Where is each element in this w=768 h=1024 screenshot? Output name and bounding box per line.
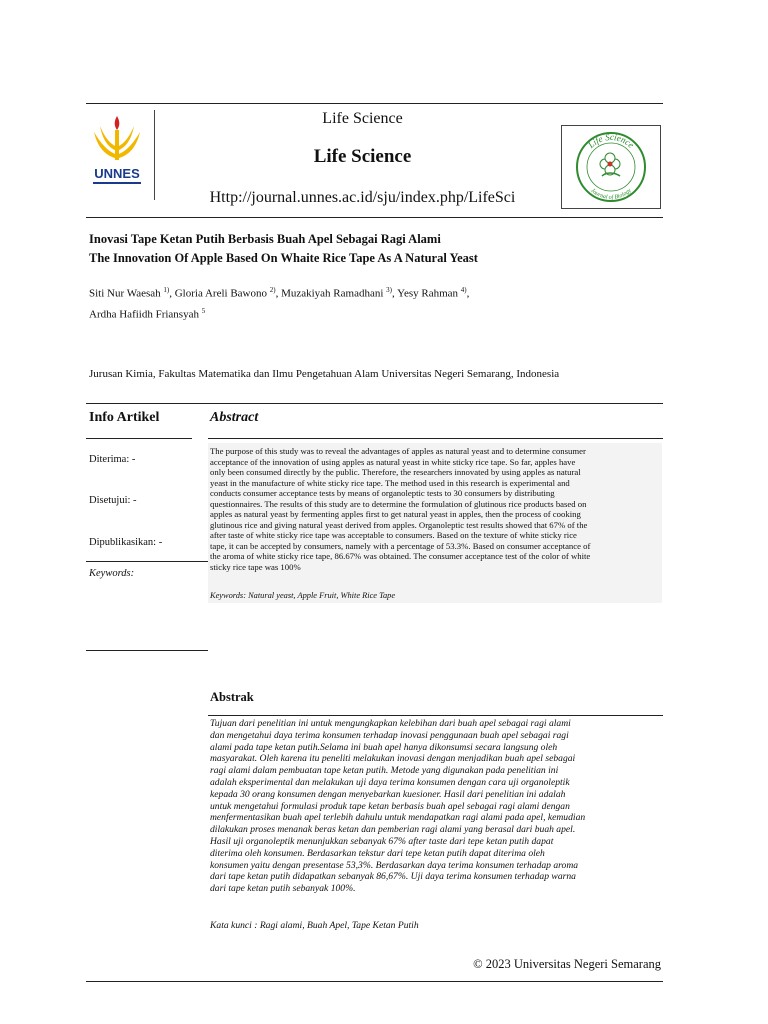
svg-text:Life Science — [585, 132, 636, 151]
abstrak-divider — [208, 715, 663, 716]
author-name: Muzakiyah Ramadhani — [281, 287, 387, 300]
keywords-divider — [86, 561, 208, 562]
abstract-line: glutinous rice and giving natural yeast derived from apples. Organoleptic test results showed that 67% of the — [210, 519, 588, 530]
abstrak-line: dari tape ketan putih sebanyak 100%. — [210, 883, 356, 895]
abstrak-line: diterima oleh konsumen. Berdasarkan tekstur dari tepe ketan putih dapat diterima oleh — [210, 847, 545, 859]
author-sup: 4) — [460, 286, 467, 294]
author-sup: 3) — [386, 286, 393, 294]
abstrak-line: menfermentasikan buah apel terlebih dahulu untuk mendapatkan ragi alami pada apel, kemudian — [210, 812, 586, 824]
abstrak-line: dari tape ketan putih didapatkan sebanyak 86,67%. Uji daya terima konsumen terhadap warna — [210, 871, 576, 883]
abstrak-line: konsumen yaitu dengan presentase 53,3%. Berdasarkan daya terima konsumen terhadap aroma — [210, 859, 579, 871]
article-title-en: The Innovation Of Apple Based On Whaite Rice Tape As A Natural Yeast — [89, 251, 478, 265]
author-name: Gloria Areli Bawono — [174, 287, 270, 300]
abstract-line: apples as natural yeast by fermenting apples first to get natural yeast in apples, then the process of cooking — [210, 509, 581, 519]
abstract-line: the aroma of white sticky rice tape, 86.67% was obtained. The consumer acceptance test of the color of white — [210, 551, 591, 561]
journal-name-small: Life Science — [322, 110, 403, 127]
journal-url[interactable]: Http://journal.unnes.ac.id/sju/index.php/LifeSci — [209, 189, 516, 206]
article-title-id: Inovasi Tape Ketan Putih Berbasis Buah Apel Sebagai Ragi Alami — [89, 232, 441, 246]
author-sup: 2) — [269, 286, 276, 294]
abstract-line: sticky rice tape was 100% — [210, 561, 301, 572]
abstrak-keywords: Kata kunci : Ragi alami, Buah Apel, Tape Ketan Putih — [210, 920, 419, 931]
abstrak-line: ragi alami dalam pembuatan tape ketan putih. Metode yang digunakan pada penelitian ini — [210, 765, 559, 777]
received-label: Diterima: - — [89, 454, 136, 465]
abstrak-heading: Abstrak — [210, 690, 254, 704]
abstract-body — [210, 446, 660, 572]
abstrak-line: Tujuan dari penelitian ini untuk mengungkapkan kelebihan dari buah apel sebagai ragi alami — [210, 718, 571, 729]
left-column-end-rule — [86, 650, 208, 651]
author-sup: 5 — [201, 306, 206, 315]
unnes-logo-text: UNNES — [94, 166, 140, 181]
life-science-seal-icon — [562, 126, 660, 208]
unnes-logo — [86, 110, 155, 200]
header-top-rule — [86, 103, 663, 104]
abstract-line: yeast in the manufacture of white sticky rice tape. The method used in this research is experimental and — [210, 477, 570, 488]
abstrak-line: dan mengetahui daya terima konsumen terhadap inovasi penggunaan buah apel sebagai ragi — [210, 729, 569, 741]
author-list — [89, 282, 649, 323]
author-sup: 1) — [163, 286, 170, 294]
seal-top-text: Life Science — [586, 131, 637, 150]
abstract-line: tape, it can be accepted by consumers, namely with a percentage of 53.3%. Based on consumer acceptance of — [210, 540, 591, 551]
section-top-rule — [86, 403, 663, 404]
author-name: Yesy Rahman — [397, 287, 461, 300]
copyright-notice: © 2023 Universitas Negeri Semarang — [473, 957, 661, 971]
footer-rule — [86, 981, 663, 982]
abstract-heading: Abstract — [210, 410, 259, 425]
life-science-seal — [561, 125, 661, 209]
abstrak-line: adalah eksperimental dan melakukan uji daya terima konsumen dengan cara uji organoleptik — [210, 776, 570, 788]
abstrak-line: untuk mengetahui formulasi produk tape ketan berbasis buah apel sebagai ragi alami dengan — [210, 800, 570, 812]
unnes-emblem-icon — [86, 110, 148, 190]
abstrak-line: kepada 30 orang konsumen dengan menyebarkan kuesioner. Hasil dari penelitian ini adalah — [210, 788, 566, 800]
abstract-line: The purpose of this study was to reveal the advantages of apples as natural yeast and to determine consumer — [210, 446, 586, 456]
abstrak-line: alami pada tape ketan putih.Selama ini buah apel hanya dikonsumsi secara langsung oleh — [210, 741, 558, 753]
abstract-line: conducts consumer acceptance tests by means of organoleptic tests to 30 consumers by distributing — [210, 488, 555, 498]
abstrak-line: masyarakat. Oleh karena itu peneliti melakukan inovasi dengan menjadikan buah apel sebagai — [210, 753, 576, 765]
abstract-line: after taste of white sticky rice tape was acceptable to consumers. Based on the texture of white sticky rice — [210, 530, 577, 540]
author-name: Siti Nur Waesah — [89, 287, 164, 300]
abstract-line: acceptance of the innovation of using apples as natural yeast in white sticky rice tape. So far, apples have — [210, 456, 576, 467]
abstrak-body — [210, 718, 665, 895]
seal-bottom-text: Journal of Biology — [589, 187, 633, 202]
journal-name-big: Life Science — [313, 146, 412, 167]
abstract-line: questionnaires. The results of this study are to determine the formulation of glutinous rice products based on — [210, 498, 587, 509]
author-sep: , — [169, 287, 175, 300]
published-label: Dipublikasikan: - — [89, 537, 163, 548]
abstract-keywords: Keywords: Natural yeast, Apple Fruit, White Rice Tape — [210, 591, 396, 600]
abstract-divider — [208, 438, 663, 439]
author-sep: , — [392, 287, 398, 300]
header-bottom-rule — [86, 217, 663, 218]
author-sep: , — [275, 287, 282, 300]
accepted-label: Disetujui: - — [89, 495, 137, 506]
abstract-line: only been consumed directly by the public. Therefore, the researchers innovated by using apples as natural — [210, 467, 581, 477]
abstrak-line: dilakukan proses menanak beras ketan dan pemberian ragi alami yang berasal dari buah apel. — [210, 824, 576, 836]
info-artikel-heading: Info Artikel — [89, 410, 160, 425]
abstrak-line: Hasil uji organoleptik menunjukkan sebanyak 67% after taste dari tepe ketan putih dapat — [210, 835, 554, 847]
svg-text:Journal of Biology — [589, 187, 633, 201]
affiliation: Jurusan Kimia, Fakultas Matematika dan Ilmu Pengetahuan Alam Universitas Negeri Semarang, Indonesia — [89, 368, 560, 380]
keywords-label: Keywords: — [89, 568, 135, 579]
info-divider — [86, 438, 192, 439]
author-name: Ardha Hafiidh Friansyah — [89, 308, 202, 321]
author-sep: , — [466, 287, 470, 300]
